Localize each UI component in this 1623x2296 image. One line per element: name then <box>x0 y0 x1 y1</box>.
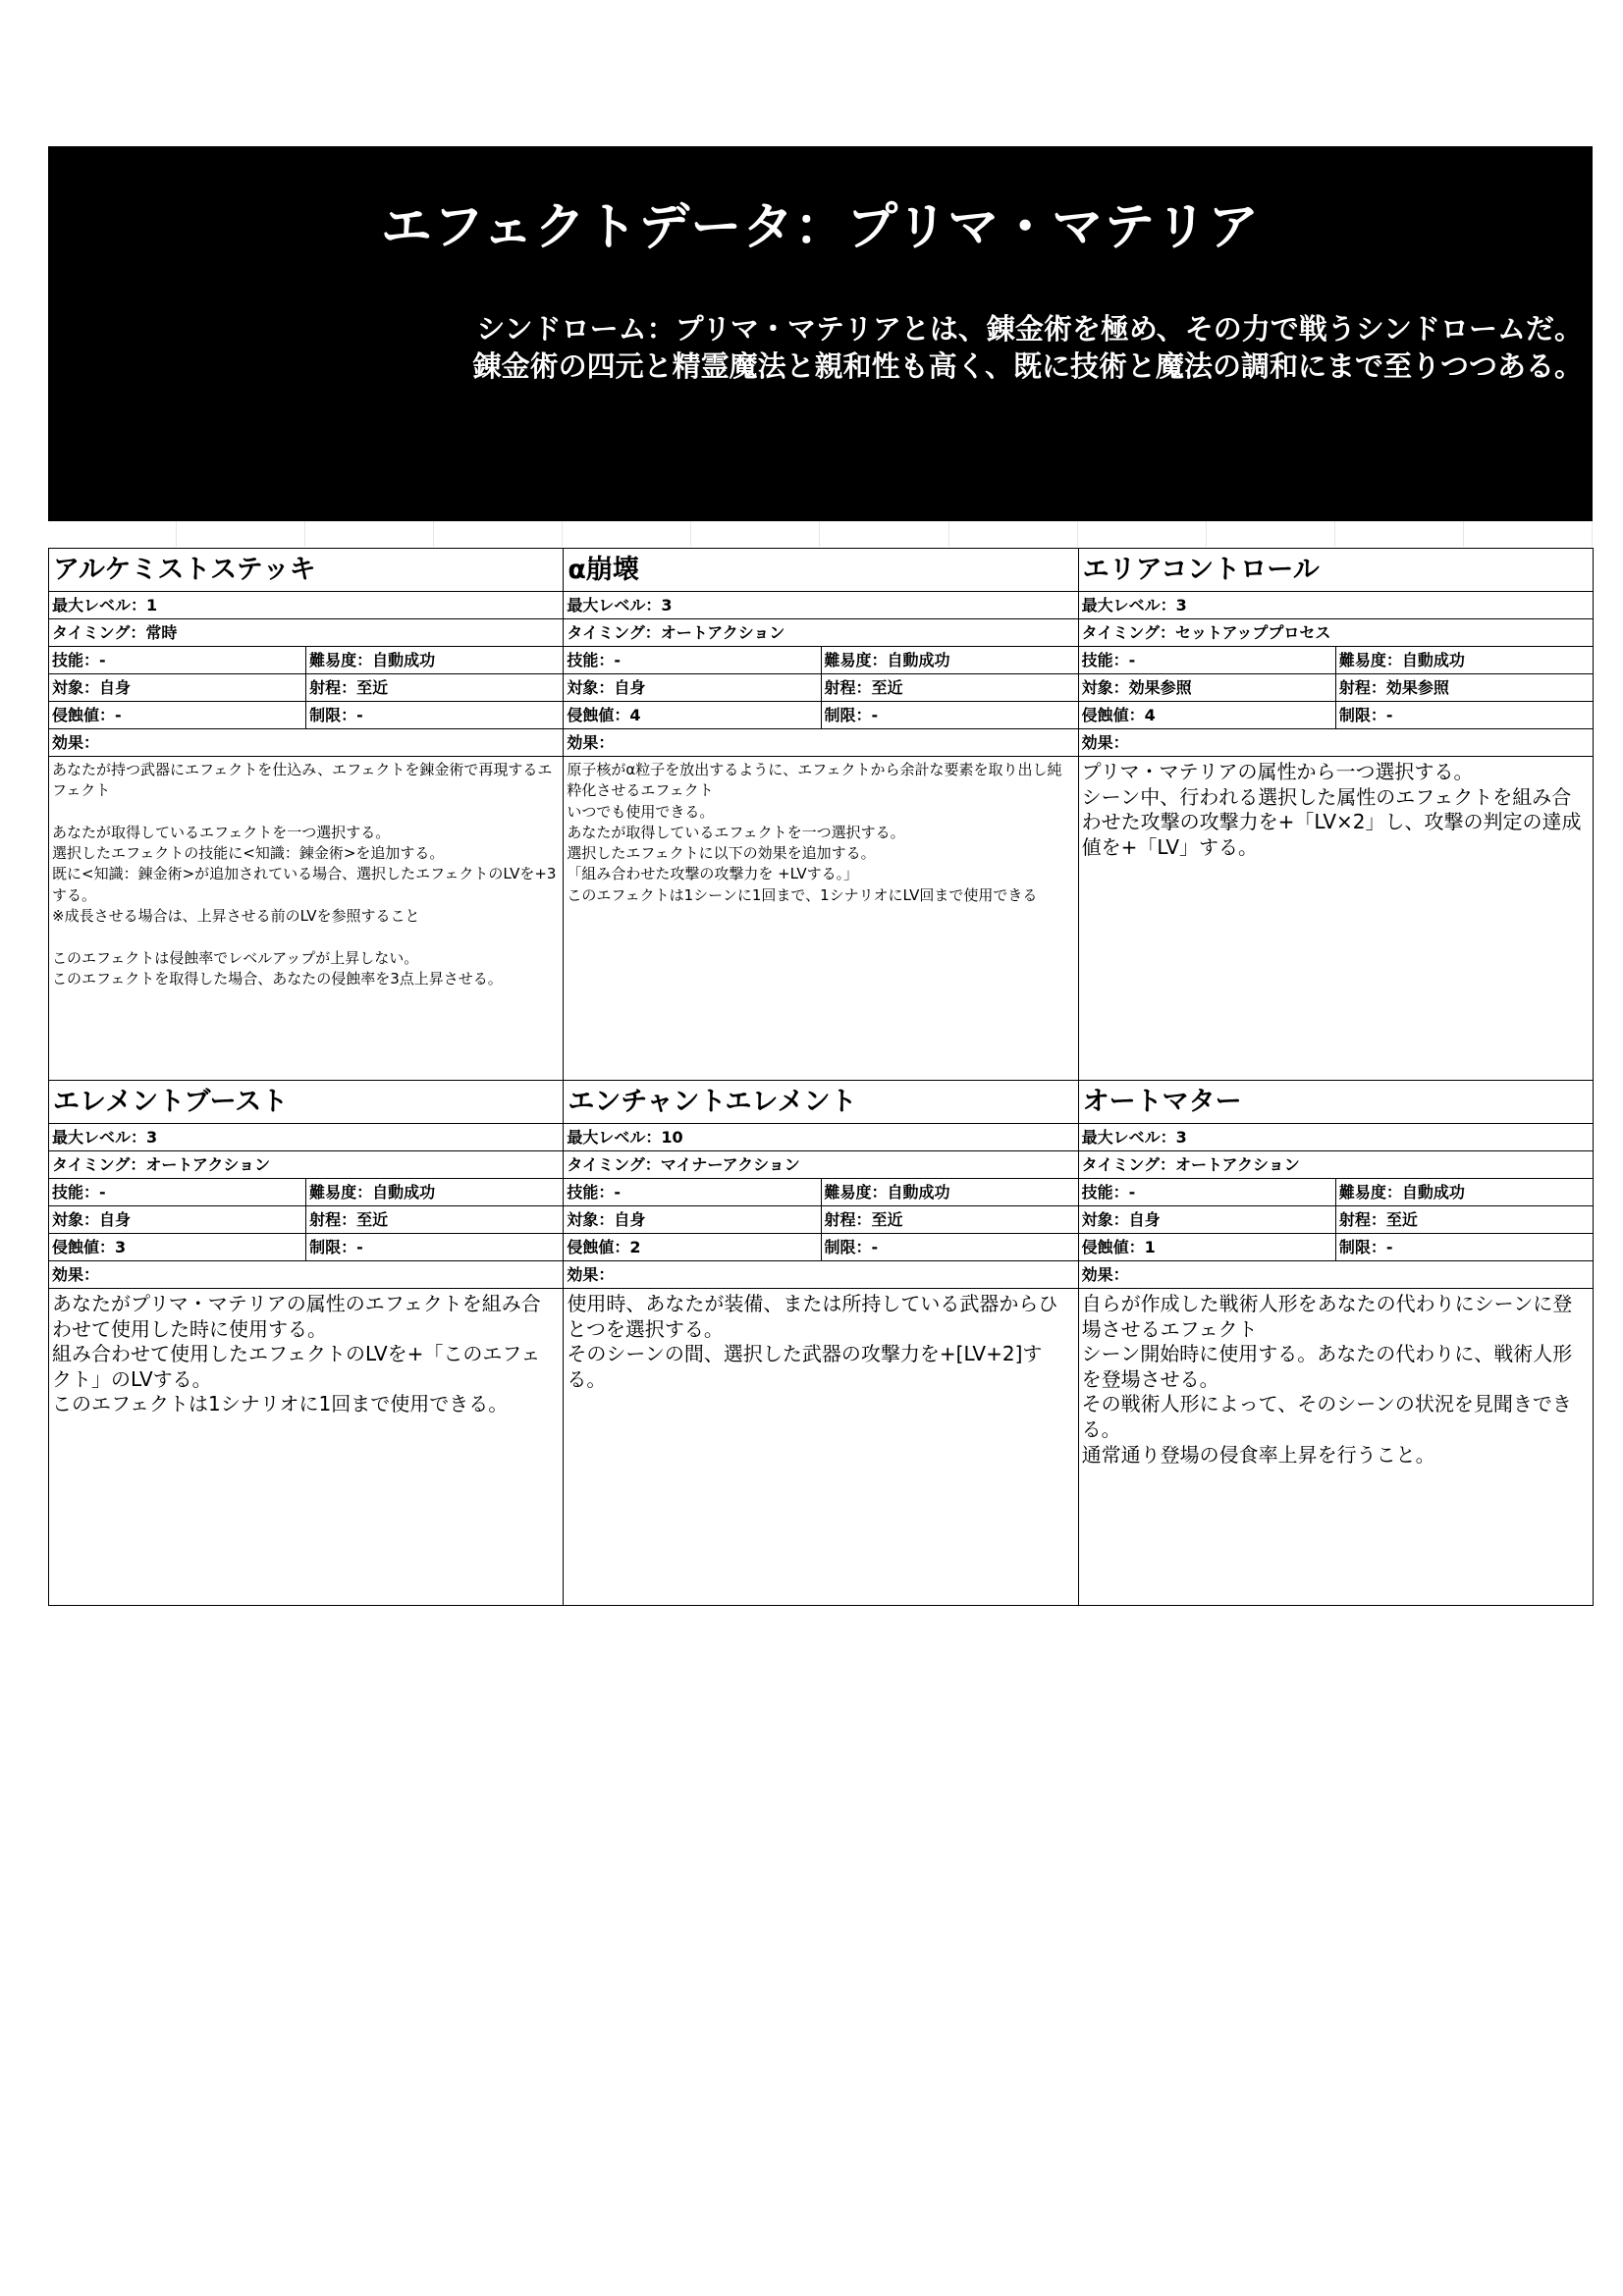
erosion-limit-row <box>564 702 1077 729</box>
skill-difficulty-row <box>49 1179 563 1206</box>
target: 対象：自身 <box>1079 1206 1336 1233</box>
effect-name: オートマター <box>1079 1081 1593 1124</box>
effect-text: 原子核がα粒子を放出するように、エフェクトから余計な要素を取り出し純粋化させるエフェクト いつでも使用できる。 あなたが取得しているエフェクトを一つ選択する。 選択したエフェクトに以下の効果を追加する。 「組み合わせた攻撃の攻撃力を +LVする。」 このエフェクトは1シーンに1回まで、1シナリオにLV回まで使用できる <box>567 761 1062 904</box>
timing: タイミング：オートアクション <box>564 619 1077 647</box>
effect-text: 自らが作成した戦術人形をあなたの代わりにシーンに登場させるエフェクト シーン開始時に使用する。あなたの代わりに、戦術人形を登場させる。 その戦術人形によって、そのシーンの状況を見聞きできる。 通常通り登場の侵食率上昇を行うこと。 <box>1081 1292 1573 1467</box>
effect-name: α崩壊 <box>564 549 1077 592</box>
timing: タイミング：常時 <box>49 619 563 647</box>
effect-name: エンチャントエレメント <box>564 1081 1077 1124</box>
limit: 制限：- <box>309 706 363 724</box>
effect-card <box>1079 1081 1594 1606</box>
sheet-gridlines <box>48 521 1593 547</box>
skill: 技能：- <box>1079 647 1336 673</box>
effect-label: 効果： <box>1079 1261 1593 1289</box>
range: 射程：効果参照 <box>1338 678 1449 697</box>
effect-label: 効果： <box>564 729 1077 757</box>
target-range-row <box>49 1206 563 1234</box>
skill: 技能：- <box>564 647 821 673</box>
target-range-row <box>564 674 1077 702</box>
effect-label: 効果： <box>1079 729 1593 757</box>
description-line-2: 錬金術の四元と精霊魔法と親和性も高く、既に技術と魔法の調和にまで至りつつある。 <box>472 349 1583 384</box>
effect-label: 効果： <box>49 729 563 757</box>
erosion-limit-row <box>1079 702 1593 729</box>
effect-card <box>49 1081 564 1606</box>
max-level: 最大レベル：3 <box>564 592 1077 619</box>
target: 対象：自身 <box>564 1206 821 1233</box>
effect-card <box>1079 549 1594 1081</box>
effect-card-grid <box>48 548 1594 1606</box>
limit: 制限：- <box>1338 1238 1393 1256</box>
target: 対象：自身 <box>49 1206 306 1233</box>
timing: タイミング：オートアクション <box>1079 1151 1593 1179</box>
effect-card <box>564 1081 1078 1606</box>
header-banner <box>48 146 1593 521</box>
target-range-row <box>1079 674 1593 702</box>
range: 射程：至近 <box>824 678 903 697</box>
skill-difficulty-row <box>49 647 563 674</box>
effect-text: あなたが持つ武器にエフェクトを仕込み、エフェクトを錬金術で再現するエフェクト あなたが取得しているエフェクトを一つ選択する。 選択したエフェクトの技能に<知識：錬金術>を追加する。 既に<知識：錬金術>が追加されている場合、選択したエフェクトのLVを+3する。 ※成長させる場合は、上昇させる前のLVを参照すること このエフェクトは侵蝕率でレベルアップが上昇しない。 このエフェクトを取得した場合、あなたの侵蝕率を3点上昇させる。 <box>52 761 557 988</box>
effect-name: エレメントブースト <box>49 1081 563 1124</box>
target: 対象：効果参照 <box>1079 674 1336 701</box>
skill: 技能：- <box>49 647 306 673</box>
erosion-value: 侵蝕値：3 <box>49 1234 306 1260</box>
effect-text: あなたがプリマ・マテリアの属性のエフェクトを組み合わせて使用した時に使用する。 組み合わせて使用したエフェクトのLVを+「このエフェクト」のLVする。 このエフェクトは1シナリオに1回まで使用できる。 <box>52 1292 541 1416</box>
difficulty: 難易度：自動成功 <box>309 651 436 669</box>
skill-difficulty-row <box>564 647 1077 674</box>
skill: 技能：- <box>1079 1179 1336 1205</box>
target: 対象：自身 <box>49 674 306 701</box>
max-level: 最大レベル：3 <box>1079 1124 1593 1151</box>
erosion-limit-row <box>49 702 563 729</box>
max-level: 最大レベル：10 <box>564 1124 1077 1151</box>
erosion-limit-row <box>1079 1234 1593 1261</box>
effect-label: 効果： <box>564 1261 1077 1289</box>
difficulty: 難易度：自動成功 <box>1338 1183 1465 1201</box>
syndrome-description <box>473 310 1583 386</box>
erosion-value: 侵蝕値：4 <box>564 702 821 728</box>
erosion-value: 侵蝕値：4 <box>1079 702 1336 728</box>
effect-text: プリマ・マテリアの属性から一つ選択する。 シーン中、行われる選択した属性のエフェクトを組み合わせた攻撃の攻撃力を+「LV×2」し、攻撃の判定の達成値を+「LV」する。 <box>1081 760 1582 859</box>
timing: タイミング：オートアクション <box>49 1151 563 1179</box>
range: 射程：至近 <box>1338 1210 1418 1229</box>
skill-difficulty-row <box>1079 647 1593 674</box>
effect-name: エリアコントロール <box>1079 549 1593 592</box>
card-row <box>49 1081 1594 1606</box>
skill-difficulty-row <box>564 1179 1077 1206</box>
erosion-value: 侵蝕値：2 <box>564 1234 821 1260</box>
limit: 制限：- <box>309 1238 363 1256</box>
page-title: エフェクトデータ：プリマ・マテリア <box>380 198 1261 257</box>
max-level: 最大レベル：1 <box>49 592 563 619</box>
limit: 制限：- <box>824 706 879 724</box>
erosion-value: 侵蝕値：- <box>49 702 306 728</box>
card-row <box>49 549 1594 1081</box>
effect-label: 効果： <box>49 1261 563 1289</box>
effect-text: 使用時、あなたが装備、または所持している武器からひとつを選択する。 そのシーンの間、選択した武器の攻撃力を+[LV+2]する。 <box>567 1292 1058 1391</box>
target-range-row <box>1079 1206 1593 1234</box>
target-range-row <box>564 1206 1077 1234</box>
timing: タイミング：セットアッププロセス <box>1079 619 1593 647</box>
range: 射程：至近 <box>824 1210 903 1229</box>
range: 射程：至近 <box>309 1210 389 1229</box>
difficulty: 難易度：自動成功 <box>824 651 950 669</box>
effect-card <box>49 549 564 1081</box>
skill: 技能：- <box>49 1179 306 1205</box>
target: 対象：自身 <box>564 674 821 701</box>
range: 射程：至近 <box>309 678 389 697</box>
difficulty: 難易度：自動成功 <box>309 1183 436 1201</box>
erosion-limit-row <box>564 1234 1077 1261</box>
skill-difficulty-row <box>1079 1179 1593 1206</box>
effect-card <box>564 549 1078 1081</box>
description-line-1: シンドローム：プリマ・マテリアとは、錬金術を極め、その力で戦うシンドロームだ。 <box>476 312 1583 346</box>
difficulty: 難易度：自動成功 <box>824 1183 950 1201</box>
target-range-row <box>49 674 563 702</box>
difficulty: 難易度：自動成功 <box>1338 651 1465 669</box>
erosion-value: 侵蝕値：1 <box>1079 1234 1336 1260</box>
limit: 制限：- <box>824 1238 879 1256</box>
timing: タイミング：マイナーアクション <box>564 1151 1077 1179</box>
effect-name: アルケミストステッキ <box>49 549 563 592</box>
max-level: 最大レベル：3 <box>49 1124 563 1151</box>
erosion-limit-row <box>49 1234 563 1261</box>
limit: 制限：- <box>1338 706 1393 724</box>
skill: 技能：- <box>564 1179 821 1205</box>
max-level: 最大レベル：3 <box>1079 592 1593 619</box>
